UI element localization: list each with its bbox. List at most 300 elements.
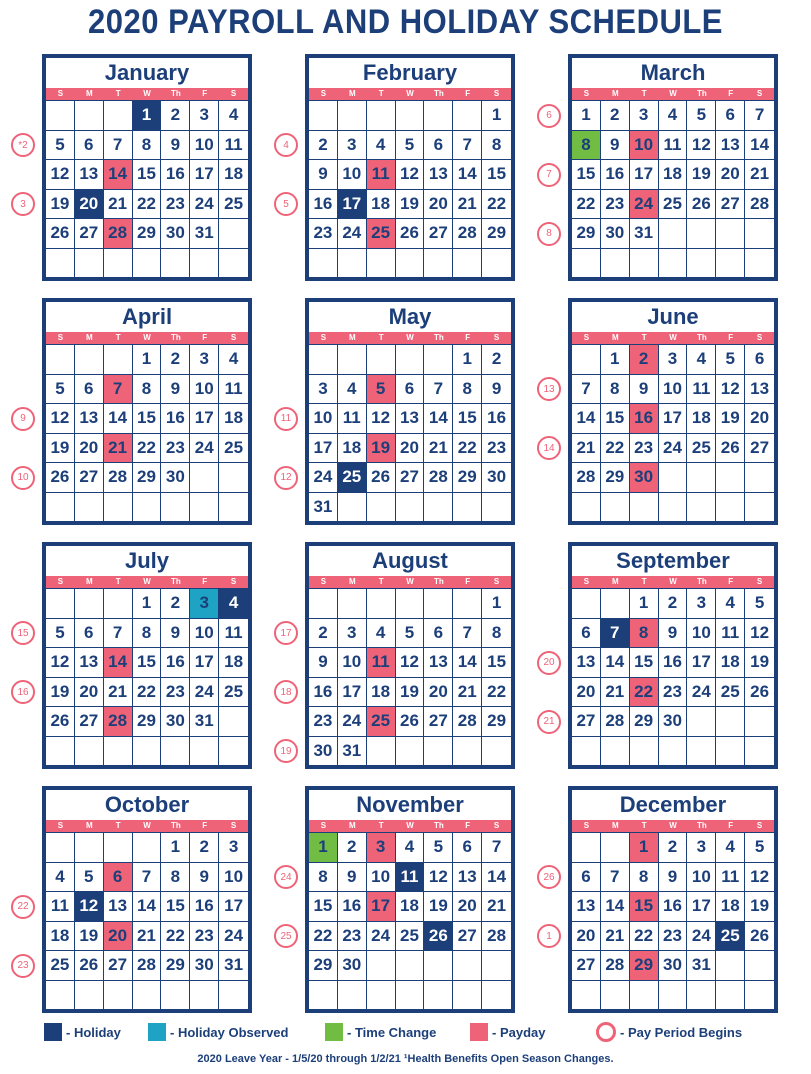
pay-period-marker: 11 [274, 407, 298, 431]
day-cell: 28 [482, 922, 511, 952]
day-cell: 4 [367, 131, 396, 161]
weekday-label: T [641, 821, 647, 830]
weekday-label: T [378, 821, 384, 830]
day-cell: 10 [190, 131, 219, 161]
weekday-header [309, 88, 511, 100]
day-cell: 11 [46, 892, 75, 922]
day-cell: 4 [219, 589, 248, 619]
pay-period-marker: 20 [537, 651, 561, 675]
day-cell: 17 [659, 404, 688, 434]
day-cell: 14 [745, 131, 774, 161]
empty-cell [687, 981, 716, 1011]
empty-cell [309, 589, 338, 619]
empty-cell [745, 737, 774, 767]
weekday-label: S [756, 821, 763, 830]
empty-cell [687, 463, 716, 493]
weekday-label: S [756, 577, 763, 586]
day-cell: 8 [630, 619, 659, 649]
day-cell: 11 [716, 619, 745, 649]
empty-cell [572, 493, 601, 523]
empty-cell [687, 737, 716, 767]
day-cell: 14 [601, 648, 630, 678]
day-cell: 23 [630, 434, 659, 464]
day-cell: 17 [190, 160, 219, 190]
empty-cell [219, 249, 248, 279]
pay-period-marker: 18 [274, 680, 298, 704]
day-cell: 12 [75, 892, 104, 922]
day-cell: 24 [190, 678, 219, 708]
empty-cell [659, 981, 688, 1011]
weekday-label: T [378, 333, 384, 342]
weekday-label: W [669, 333, 677, 342]
empty-cell [424, 589, 453, 619]
day-cell: 2 [161, 101, 190, 131]
empty-cell [104, 737, 133, 767]
weekday-label: S [57, 333, 64, 342]
empty-cell [572, 589, 601, 619]
pay-period-marker: 1 [537, 924, 561, 948]
holiday-swatch [44, 1023, 62, 1041]
day-cell: 30 [161, 707, 190, 737]
weekday-label: F [728, 333, 734, 342]
empty-cell [367, 345, 396, 375]
day-cell: 9 [338, 863, 367, 893]
weekday-label: S [583, 89, 590, 98]
day-cell: 3 [687, 833, 716, 863]
day-cell: 3 [190, 345, 219, 375]
pay-period-marker: 17 [274, 621, 298, 645]
day-grid [309, 344, 511, 522]
day-cell: 28 [453, 219, 482, 249]
pay-period-marker: 26 [537, 865, 561, 889]
empty-cell [630, 493, 659, 523]
month-name: February [362, 60, 458, 85]
day-cell: 26 [687, 190, 716, 220]
empty-cell [424, 101, 453, 131]
day-cell: 27 [572, 707, 601, 737]
day-cell: 20 [716, 160, 745, 190]
day-cell: 12 [46, 648, 75, 678]
empty-cell [338, 101, 367, 131]
day-cell: 25 [219, 190, 248, 220]
day-cell: 21 [424, 434, 453, 464]
day-cell: 22 [482, 678, 511, 708]
day-cell: 12 [745, 619, 774, 649]
day-cell: 1 [601, 345, 630, 375]
weekday-label: W [406, 577, 414, 586]
weekday-label: M [611, 89, 619, 98]
empty-cell [367, 249, 396, 279]
weekday-label: T [115, 89, 121, 98]
day-cell: 16 [659, 648, 688, 678]
empty-cell [190, 981, 219, 1011]
empty-cell [190, 249, 219, 279]
empty-cell [716, 249, 745, 279]
day-cell: 16 [161, 648, 190, 678]
weekday-label: F [465, 577, 471, 586]
day-cell: 1 [482, 101, 511, 131]
empty-cell [46, 493, 75, 523]
day-cell: 28 [104, 707, 133, 737]
day-cell: 27 [572, 951, 601, 981]
empty-cell [161, 981, 190, 1011]
weekday-label: Th [433, 333, 444, 342]
empty-cell [745, 951, 774, 981]
day-cell: 19 [716, 404, 745, 434]
weekday-label: F [728, 89, 734, 98]
weekday-label: S [756, 333, 763, 342]
month-february [305, 54, 515, 281]
day-grid [572, 588, 774, 766]
day-cell: 20 [396, 434, 425, 464]
empty-cell [75, 737, 104, 767]
day-cell: 14 [572, 404, 601, 434]
day-cell: 10 [338, 648, 367, 678]
day-cell: 13 [424, 648, 453, 678]
day-cell: 15 [133, 160, 162, 190]
empty-cell [396, 249, 425, 279]
day-cell: 7 [424, 375, 453, 405]
day-cell: 11 [716, 863, 745, 893]
weekday-label: W [143, 89, 151, 98]
pay-period-marker: 3 [11, 192, 35, 216]
empty-cell [104, 981, 133, 1011]
day-cell: 23 [659, 922, 688, 952]
empty-cell [75, 493, 104, 523]
day-cell: 14 [424, 404, 453, 434]
weekday-label: T [641, 577, 647, 586]
pay-period-marker: 7 [537, 163, 561, 187]
day-cell: 19 [46, 678, 75, 708]
day-cell: 4 [396, 833, 425, 863]
month-december [568, 786, 778, 1013]
empty-cell [46, 101, 75, 131]
day-cell: 26 [745, 922, 774, 952]
day-cell: 24 [630, 190, 659, 220]
day-cell: 18 [46, 922, 75, 952]
day-cell: 14 [601, 892, 630, 922]
weekday-label: F [465, 89, 471, 98]
empty-cell [309, 981, 338, 1011]
day-grid [46, 100, 248, 278]
day-cell: 7 [482, 833, 511, 863]
day-cell: 15 [482, 160, 511, 190]
empty-cell [572, 249, 601, 279]
day-cell: 17 [338, 190, 367, 220]
empty-cell [453, 589, 482, 619]
empty-cell [309, 345, 338, 375]
day-cell: 2 [161, 589, 190, 619]
day-cell: 31 [190, 219, 219, 249]
month-name: June [647, 304, 699, 329]
weekday-label: S [493, 333, 500, 342]
empty-cell [46, 589, 75, 619]
weekday-label: S [57, 577, 64, 586]
weekday-label: S [230, 89, 237, 98]
day-cell: 29 [601, 463, 630, 493]
weekday-label: M [348, 821, 356, 830]
empty-cell [219, 737, 248, 767]
day-cell: 25 [46, 951, 75, 981]
day-cell: 7 [104, 375, 133, 405]
day-cell: 13 [104, 892, 133, 922]
weekday-label: Th [696, 577, 707, 586]
empty-cell [601, 981, 630, 1011]
day-cell: 16 [190, 892, 219, 922]
empty-cell [367, 737, 396, 767]
day-cell: 8 [133, 131, 162, 161]
legend-timechange [325, 1018, 436, 1046]
day-cell: 6 [572, 619, 601, 649]
empty-cell [745, 981, 774, 1011]
empty-cell [367, 981, 396, 1011]
day-cell: 18 [338, 434, 367, 464]
month-november [305, 786, 515, 1013]
day-cell: 12 [424, 863, 453, 893]
day-cell: 11 [219, 375, 248, 405]
empty-cell [46, 249, 75, 279]
day-cell: 9 [659, 619, 688, 649]
day-cell: 1 [482, 589, 511, 619]
day-cell: 31 [190, 707, 219, 737]
day-cell: 23 [161, 434, 190, 464]
empty-cell [482, 737, 511, 767]
weekday-label: W [669, 821, 677, 830]
empty-cell [133, 493, 162, 523]
day-cell: 27 [75, 707, 104, 737]
day-cell: 9 [161, 131, 190, 161]
weekday-label: F [728, 821, 734, 830]
empty-cell [424, 981, 453, 1011]
day-cell: 3 [367, 833, 396, 863]
day-cell: 1 [133, 589, 162, 619]
weekday-label: M [85, 577, 93, 586]
weekday-label: S [493, 821, 500, 830]
day-cell: 3 [309, 375, 338, 405]
empty-cell [104, 249, 133, 279]
month-august [305, 542, 515, 769]
empty-cell [453, 981, 482, 1011]
day-cell: 20 [453, 892, 482, 922]
pay-period-marker: 8 [537, 222, 561, 246]
day-cell: 16 [338, 892, 367, 922]
day-cell: 10 [219, 863, 248, 893]
day-cell: 1 [133, 345, 162, 375]
empty-cell [716, 981, 745, 1011]
day-cell: 12 [396, 160, 425, 190]
day-cell: 20 [424, 190, 453, 220]
empty-cell [601, 493, 630, 523]
weekday-label: W [143, 821, 151, 830]
day-cell: 2 [601, 101, 630, 131]
day-grid [572, 832, 774, 1010]
page-title: 2020 PAYROLL AND HOLIDAY SCHEDULE [88, 2, 723, 41]
day-cell: 2 [630, 345, 659, 375]
day-cell: 29 [630, 951, 659, 981]
day-cell: 12 [46, 404, 75, 434]
empty-cell [219, 707, 248, 737]
day-cell: 14 [453, 160, 482, 190]
day-cell: 7 [601, 619, 630, 649]
day-cell: 19 [46, 434, 75, 464]
weekday-label: S [230, 577, 237, 586]
month-october [42, 786, 252, 1013]
day-cell: 4 [659, 101, 688, 131]
day-cell: 29 [453, 463, 482, 493]
day-cell: 26 [396, 219, 425, 249]
pay-period-marker: 13 [537, 377, 561, 401]
day-cell: 10 [190, 619, 219, 649]
legend-payperiod-label: - Pay Period Begins [620, 1024, 743, 1040]
day-cell: 27 [75, 463, 104, 493]
month-name: September [616, 548, 730, 573]
day-cell: 24 [338, 707, 367, 737]
day-cell: 21 [572, 434, 601, 464]
day-cell: 10 [659, 375, 688, 405]
day-cell: 4 [46, 863, 75, 893]
day-cell: 5 [46, 619, 75, 649]
day-cell: 19 [367, 434, 396, 464]
day-cell: 16 [161, 160, 190, 190]
day-cell: 12 [396, 648, 425, 678]
day-cell: 22 [453, 434, 482, 464]
day-cell: 31 [338, 737, 367, 767]
day-cell: 14 [104, 160, 133, 190]
day-cell: 7 [572, 375, 601, 405]
empty-cell [338, 249, 367, 279]
pay-period-marker: *2 [11, 133, 35, 157]
day-cell: 22 [482, 190, 511, 220]
day-cell: 13 [572, 892, 601, 922]
day-cell: 26 [424, 922, 453, 952]
day-cell: 23 [482, 434, 511, 464]
month-name: November [356, 792, 464, 817]
day-cell: 27 [75, 219, 104, 249]
pay-period-marker: 19 [274, 739, 298, 763]
day-grid [46, 344, 248, 522]
day-cell: 23 [309, 219, 338, 249]
pay-period-marker: 23 [11, 954, 35, 978]
day-cell: 17 [190, 648, 219, 678]
empty-cell [601, 833, 630, 863]
weekday-label: Th [170, 821, 181, 830]
day-cell: 9 [161, 375, 190, 405]
payperiod-circle-icon [596, 1022, 616, 1042]
day-cell: 3 [219, 833, 248, 863]
day-cell: 12 [46, 160, 75, 190]
day-cell: 8 [133, 375, 162, 405]
day-cell: 20 [75, 434, 104, 464]
day-cell: 9 [630, 375, 659, 405]
day-cell: 5 [396, 131, 425, 161]
weekday-label: W [406, 333, 414, 342]
day-cell: 21 [482, 892, 511, 922]
day-cell: 5 [367, 375, 396, 405]
weekday-label: S [583, 577, 590, 586]
pay-period-marker: 15 [11, 621, 35, 645]
empty-cell [424, 345, 453, 375]
weekday-label: Th [433, 577, 444, 586]
weekday-header [46, 88, 248, 100]
day-cell: 27 [745, 434, 774, 464]
day-cell: 20 [75, 190, 104, 220]
empty-cell [716, 219, 745, 249]
day-cell: 30 [659, 951, 688, 981]
weekday-label: F [465, 333, 471, 342]
empty-cell [104, 345, 133, 375]
day-cell: 11 [219, 131, 248, 161]
weekday-label: F [202, 333, 208, 342]
empty-cell [453, 737, 482, 767]
day-cell: 6 [396, 375, 425, 405]
timechange-swatch [325, 1023, 343, 1041]
day-cell: 5 [745, 833, 774, 863]
empty-cell [745, 219, 774, 249]
day-cell: 21 [453, 190, 482, 220]
empty-cell [133, 249, 162, 279]
weekday-header [572, 576, 774, 588]
day-cell: 3 [338, 131, 367, 161]
day-cell: 1 [572, 101, 601, 131]
empty-cell [133, 737, 162, 767]
day-grid [309, 832, 511, 1010]
day-cell: 12 [745, 863, 774, 893]
empty-cell [572, 345, 601, 375]
empty-cell [46, 981, 75, 1011]
day-cell: 9 [190, 863, 219, 893]
empty-cell [338, 981, 367, 1011]
empty-cell [453, 493, 482, 523]
day-cell: 28 [424, 463, 453, 493]
day-cell: 10 [338, 160, 367, 190]
empty-cell [687, 707, 716, 737]
day-grid [572, 100, 774, 278]
day-cell: 21 [104, 678, 133, 708]
day-cell: 5 [46, 131, 75, 161]
day-cell: 17 [687, 648, 716, 678]
empty-cell [338, 589, 367, 619]
weekday-header [309, 576, 511, 588]
empty-cell [396, 589, 425, 619]
weekday-label: W [143, 577, 151, 586]
weekday-label: M [85, 333, 93, 342]
day-cell: 26 [46, 463, 75, 493]
empty-cell [75, 101, 104, 131]
empty-cell [716, 707, 745, 737]
empty-cell [659, 249, 688, 279]
day-cell: 23 [309, 707, 338, 737]
day-cell: 1 [630, 833, 659, 863]
day-cell: 6 [75, 375, 104, 405]
empty-cell [46, 345, 75, 375]
day-cell: 24 [190, 190, 219, 220]
empty-cell [745, 463, 774, 493]
month-june [568, 298, 778, 525]
empty-cell [190, 493, 219, 523]
day-grid [572, 344, 774, 522]
day-cell: 26 [46, 707, 75, 737]
day-cell: 10 [687, 863, 716, 893]
day-cell: 15 [309, 892, 338, 922]
day-cell: 18 [396, 892, 425, 922]
empty-cell [75, 833, 104, 863]
day-cell: 8 [482, 619, 511, 649]
day-cell: 6 [424, 131, 453, 161]
footer-note: 2020 Leave Year - 1/5/20 through 1/2/21 ¹Health Benefits Open Season Changes. [197, 1053, 614, 1065]
weekday-label: T [115, 333, 121, 342]
empty-cell [659, 493, 688, 523]
month-july [42, 542, 252, 769]
